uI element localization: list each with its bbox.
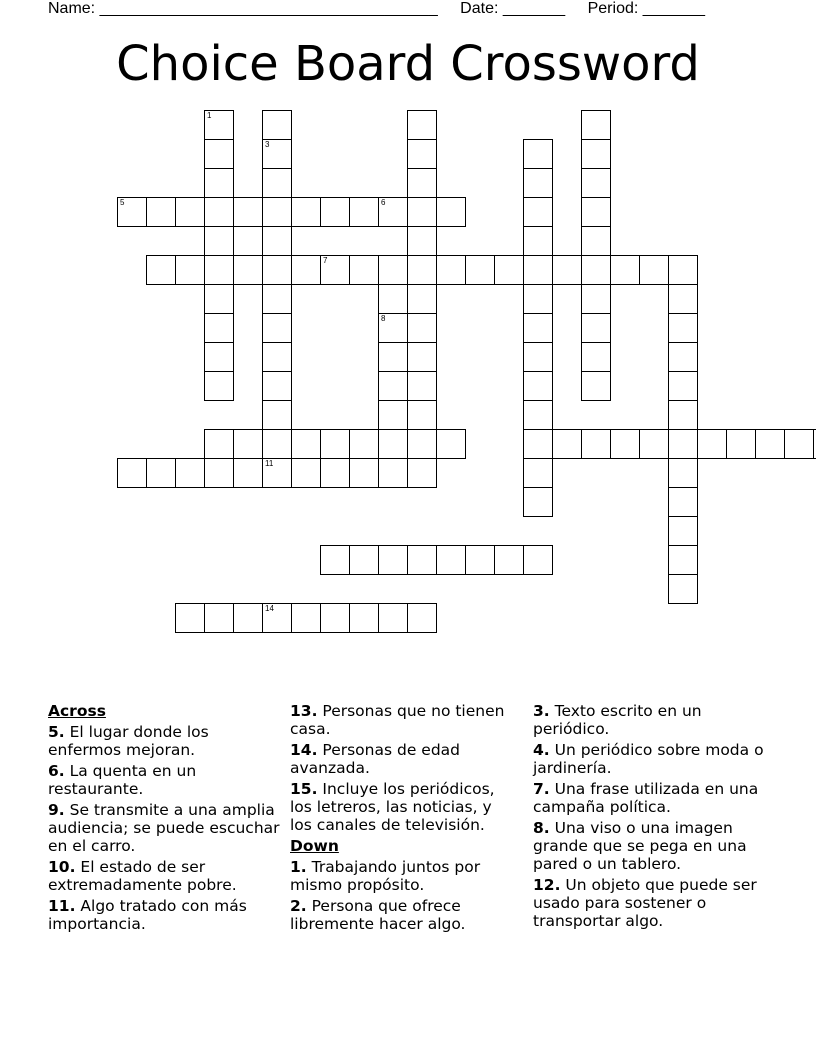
crossword-cell[interactable] (320, 603, 350, 633)
crossword-cell[interactable] (494, 255, 524, 285)
crossword-cell[interactable] (668, 574, 698, 604)
crossword-cell[interactable] (436, 255, 466, 285)
clue-text: Algo tratado con más importancia. (48, 897, 247, 933)
crossword-cell[interactable] (320, 429, 350, 459)
crossword-cell[interactable] (262, 313, 292, 343)
clue-number-label: 14 (265, 604, 274, 613)
crossword-cell[interactable] (349, 429, 379, 459)
clue-number: 4. (533, 741, 550, 759)
crossword-cell[interactable] (349, 545, 379, 575)
crossword-cell[interactable] (349, 197, 379, 227)
crossword-cell[interactable] (175, 458, 205, 488)
crossword-cell[interactable] (407, 284, 437, 314)
crossword-cell[interactable] (262, 284, 292, 314)
clue-number-label: 1 (207, 111, 212, 120)
crossword-cell[interactable] (407, 197, 437, 227)
crossword-cell[interactable] (233, 197, 263, 227)
crossword-cell[interactable] (668, 284, 698, 314)
crossword-cell[interactable] (204, 371, 234, 401)
crossword-cell[interactable] (378, 545, 408, 575)
crossword-cell[interactable] (581, 429, 611, 459)
crossword-cell[interactable] (581, 371, 611, 401)
clue-number: 3. (533, 702, 550, 720)
crossword-cell[interactable] (407, 458, 437, 488)
crossword-cell[interactable] (407, 226, 437, 256)
clue-across-9 (48, 801, 283, 855)
crossword-cell[interactable] (407, 139, 437, 169)
crossword-cell[interactable] (378, 342, 408, 372)
crossword-cell[interactable] (494, 545, 524, 575)
crossword-cell[interactable] (204, 313, 234, 343)
clue-text: El estado de ser extremadamente pobre. (48, 858, 237, 894)
clue-number: 6. (48, 762, 65, 780)
crossword-cell[interactable] (262, 603, 292, 633)
crossword-cell[interactable] (175, 603, 205, 633)
crossword-cell[interactable] (378, 603, 408, 633)
crossword-cell[interactable] (204, 429, 234, 459)
crossword-cell[interactable] (262, 429, 292, 459)
clue-number: 8. (533, 819, 550, 837)
crossword-cell[interactable] (523, 255, 553, 285)
crossword-cell[interactable] (146, 197, 176, 227)
clue-number: 7. (533, 780, 550, 798)
clue-number: 2. (290, 897, 307, 915)
crossword-cell[interactable] (378, 371, 408, 401)
clue-text: Un objeto que puede ser usado para sostener o transportar algo. (533, 876, 757, 930)
crossword-cell[interactable] (262, 226, 292, 256)
crossword-cell[interactable] (262, 255, 292, 285)
clue-number-label: 7 (323, 256, 328, 265)
crossword-cell[interactable] (581, 110, 611, 140)
crossword-cell[interactable] (523, 487, 553, 517)
clue-across-10 (48, 858, 283, 894)
crossword-cell[interactable] (262, 458, 292, 488)
page-title: Choice Board Crossword (116, 36, 700, 92)
crossword-cell[interactable] (552, 429, 582, 459)
clue-number: 5. (48, 723, 65, 741)
crossword-cell[interactable] (349, 255, 379, 285)
crossword-cell[interactable] (378, 255, 408, 285)
crossword-cell[interactable] (320, 458, 350, 488)
crossword-cell[interactable] (523, 342, 553, 372)
crossword-cell[interactable] (204, 603, 234, 633)
crossword-cell[interactable] (262, 197, 292, 227)
clue-number-label: 6 (381, 198, 386, 207)
crossword-cell[interactable] (233, 255, 263, 285)
clue-across-15 (290, 780, 518, 834)
crossword-cell[interactable] (523, 139, 553, 169)
crossword-cell[interactable] (407, 400, 437, 430)
crossword-cell[interactable] (407, 371, 437, 401)
crossword-cell[interactable] (349, 603, 379, 633)
crossword-cell[interactable] (552, 255, 582, 285)
crossword-cell[interactable] (204, 168, 234, 198)
clue-text: Persona que ofrece libremente hacer algo. (290, 897, 466, 933)
crossword-cell[interactable] (639, 429, 669, 459)
crossword-cell[interactable] (523, 400, 553, 430)
period-field-label: Period: _______ (587, 0, 706, 17)
clues-column-2 (290, 702, 518, 936)
crossword-cell[interactable] (523, 226, 553, 256)
clue-number: 13. (290, 702, 318, 720)
crossword-cell[interactable] (233, 458, 263, 488)
crossword-cell[interactable] (378, 284, 408, 314)
crossword-cell[interactable] (204, 226, 234, 256)
clue-across-11 (48, 897, 283, 933)
crossword-cell[interactable] (291, 429, 321, 459)
crossword-cell[interactable] (465, 545, 495, 575)
crossword-cell[interactable] (639, 255, 669, 285)
crossword-cell[interactable] (668, 255, 698, 285)
crossword-cell[interactable] (726, 429, 756, 459)
crossword-cell[interactable] (581, 342, 611, 372)
crossword-cell[interactable] (436, 545, 466, 575)
crossword-cell[interactable] (581, 255, 611, 285)
crossword-cell[interactable] (436, 429, 466, 459)
crossword-cell[interactable] (320, 255, 350, 285)
crossword-cell[interactable] (610, 255, 640, 285)
clue-down-12 (533, 876, 773, 930)
crossword-cell[interactable] (175, 197, 205, 227)
clue-text: El lugar donde los enfermos mejoran. (48, 723, 209, 759)
crossword-cell[interactable] (668, 429, 698, 459)
crossword-cell[interactable] (668, 400, 698, 430)
clue-text: Incluye los periódicos, los letreros, las noticias, y los canales de televisión. (290, 780, 495, 834)
clue-number-label: 5 (120, 198, 125, 207)
crossword-cell[interactable] (581, 284, 611, 314)
clue-across-6 (48, 762, 283, 798)
down-heading: Down (290, 837, 339, 855)
clue-across-5 (48, 723, 283, 759)
date-field-label: Date: _______ (460, 0, 566, 17)
crossword-cell[interactable] (523, 429, 553, 459)
crossword-cell[interactable] (465, 255, 495, 285)
crossword-cell[interactable] (610, 429, 640, 459)
name-field-label: Name: ______________________________________ (48, 0, 438, 17)
clue-across-14 (290, 741, 518, 777)
crossword-cell[interactable] (523, 313, 553, 343)
crossword-cell[interactable] (378, 313, 408, 343)
clue-across-13 (290, 702, 518, 738)
clue-text: Una frase utilizada en una campaña política. (533, 780, 759, 816)
crossword-cell[interactable] (262, 168, 292, 198)
crossword-cell[interactable] (117, 458, 147, 488)
clue-text: Un periódico sobre moda o jardinería. (533, 741, 764, 777)
clue-text: Texto escrito en un periódico. (533, 702, 702, 738)
crossword-cell[interactable] (204, 255, 234, 285)
crossword-cell[interactable] (233, 603, 263, 633)
clue-text: Personas de edad avanzada. (290, 741, 461, 777)
crossword-cell[interactable] (204, 139, 234, 169)
crossword-cell[interactable] (291, 255, 321, 285)
crossword-cell[interactable] (378, 429, 408, 459)
crossword-cell[interactable] (755, 429, 785, 459)
crossword-cell[interactable] (262, 139, 292, 169)
crossword-cell[interactable] (233, 429, 263, 459)
crossword-cell[interactable] (523, 458, 553, 488)
crossword-cell[interactable] (349, 458, 379, 488)
crossword-cell[interactable] (668, 487, 698, 517)
clue-number-label: 8 (381, 314, 386, 323)
crossword-cell[interactable] (407, 342, 437, 372)
crossword-cell[interactable] (204, 458, 234, 488)
crossword-cell[interactable] (668, 371, 698, 401)
crossword-cell[interactable] (668, 516, 698, 546)
crossword-cell[interactable] (581, 168, 611, 198)
crossword-cell[interactable] (378, 400, 408, 430)
clue-text: La quenta en un restaurante. (48, 762, 197, 798)
crossword-cell[interactable] (146, 255, 176, 285)
crossword-cell[interactable] (378, 458, 408, 488)
clue-down-2 (290, 897, 518, 933)
clue-down-8 (533, 819, 773, 873)
clue-number: 11. (48, 897, 76, 915)
clue-number-label: 11 (265, 459, 274, 468)
clue-down-4 (533, 741, 773, 777)
crossword-cell[interactable] (146, 458, 176, 488)
crossword-cell[interactable] (262, 371, 292, 401)
crossword-cell[interactable] (581, 139, 611, 169)
clue-text: Se transmite a una amplia audiencia; se puede escuchar en el carro. (48, 801, 280, 855)
crossword-cell[interactable] (523, 545, 553, 575)
clues-column-1 (48, 702, 283, 936)
crossword-cell[interactable] (668, 545, 698, 575)
clue-down-7 (533, 780, 773, 816)
crossword-cell[interactable] (668, 458, 698, 488)
crossword-cell[interactable] (117, 197, 147, 227)
crossword-cell[interactable] (320, 197, 350, 227)
crossword-cell[interactable] (262, 400, 292, 430)
clue-number: 9. (48, 801, 65, 819)
crossword-cell[interactable] (204, 342, 234, 372)
crossword-cell[interactable] (204, 197, 234, 227)
clue-down-1 (290, 858, 518, 894)
crossword-cell[interactable] (523, 284, 553, 314)
crossword-cell[interactable] (784, 429, 814, 459)
crossword-cell[interactable] (378, 197, 408, 227)
crossword-cell[interactable] (262, 342, 292, 372)
clue-text: Una viso o una imagen grande que se pega en una pared o un tablero. (533, 819, 747, 873)
crossword-cell[interactable] (407, 429, 437, 459)
clue-number: 10. (48, 858, 76, 876)
across-heading: Across (48, 702, 106, 720)
crossword-cell[interactable] (668, 342, 698, 372)
crossword-cell[interactable] (668, 313, 698, 343)
clue-text: Personas que no tienen casa. (290, 702, 505, 738)
crossword-cell[interactable] (204, 284, 234, 314)
crossword-cell[interactable] (175, 255, 205, 285)
clue-number-label: 3 (265, 140, 270, 149)
crossword-cell[interactable] (407, 313, 437, 343)
crossword-cell[interactable] (320, 545, 350, 575)
crossword-cell[interactable] (581, 197, 611, 227)
crossword-cell[interactable] (697, 429, 727, 459)
crossword-cell[interactable] (436, 197, 466, 227)
crossword-cell[interactable] (407, 110, 437, 140)
crossword-cell[interactable] (407, 168, 437, 198)
crossword-cell[interactable] (204, 110, 234, 140)
clue-number: 15. (290, 780, 318, 798)
crossword-cell[interactable] (523, 371, 553, 401)
crossword-cell[interactable] (581, 313, 611, 343)
clue-number: 14. (290, 741, 318, 759)
crossword-cell[interactable] (407, 603, 437, 633)
clue-number: 12. (533, 876, 561, 894)
crossword-cell[interactable] (523, 197, 553, 227)
clue-text: Trabajando juntos por mismo propósito. (290, 858, 481, 894)
crossword-cell[interactable] (262, 110, 292, 140)
crossword-cell[interactable] (407, 255, 437, 285)
clue-number: 1. (290, 858, 307, 876)
crossword-cell[interactable] (523, 168, 553, 198)
crossword-cell[interactable] (291, 603, 321, 633)
clue-down-3 (533, 702, 773, 738)
crossword-cell[interactable] (291, 458, 321, 488)
crossword-cell[interactable] (407, 545, 437, 575)
crossword-cell[interactable] (291, 197, 321, 227)
crossword-cell[interactable] (581, 226, 611, 256)
clues-column-3 (533, 702, 773, 933)
